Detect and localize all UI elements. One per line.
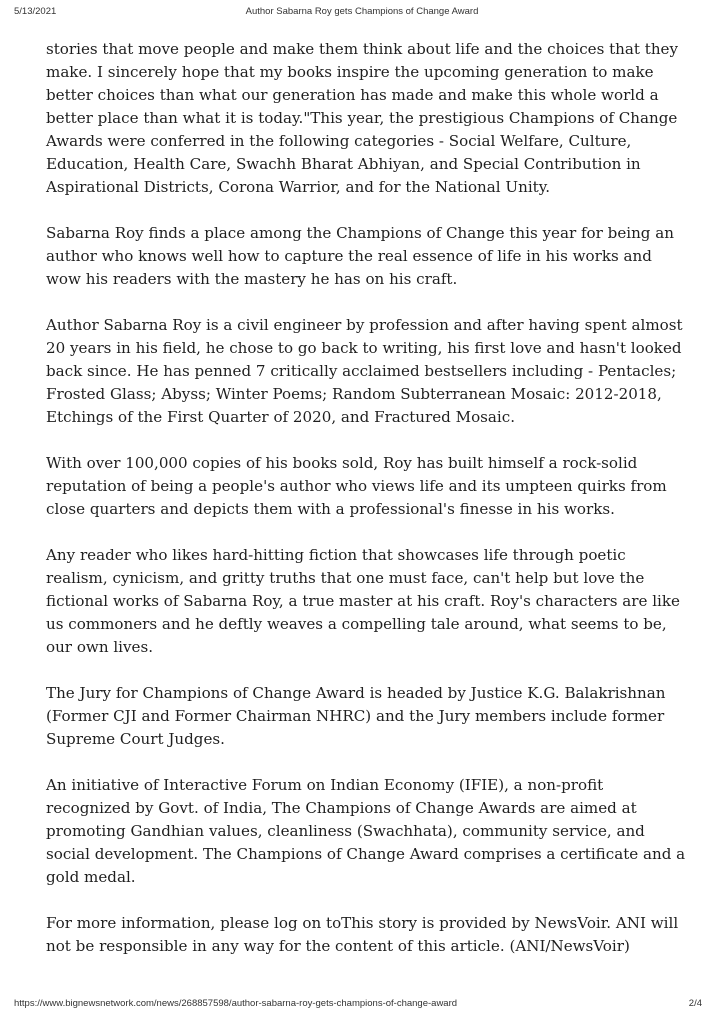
article-paragraph-2: Sabarna Roy finds a place among the Champions of Change this year for being an author who knows well how to capture the real essence of life in his works and wow his readers with the mastery he has on his craft. [46,224,674,288]
article-paragraph-6: The Jury for Champions of Change Award is headed by Justice K.G. Balakrishnan (Former CJI and Former Chairman NHRC) and the Jury members include former Supreme Court Judges. [46,684,666,748]
article-body [46,38,686,981]
page-title: Author Sabarna Roy gets Champions of Change Award [245,6,479,17]
article-paragraph-1: stories that move people and make them think about life and the choices that they make. I sincerely hope that my books inspire the upcoming generation to make better choices than what our generation has made and make this whole world a better place than what it is today."This year, the prestigious Champions of Change Awards were conferred in the following categories - Social Welfare, Culture, Education, Health Care, Swachh Bharat Abhiyan, and Special Contribution in Aspirational Districts, Corona Warrior, and for the National Unity. [46,40,679,196]
page-url: https://www.bignewsnetwork.com/news/268857598/author-sabarna-roy-gets-champions-of-change-award [14,998,458,1009]
article-paragraph-3: Author Sabarna Roy is a civil engineer by profession and after having spent almost 20 years in his field, he chose to go back to writing, his first love and hasn't looked back since. He has penned 7 critically acclaimed bestsellers including - Pentacles; Frosted Glass; Abyss; Winter Poems; Random Subterranean Mosaic: 2012-2018, Etchings of the First Quarter of 2020, and Fractured Mosaic. [46,316,683,426]
print-header [14,6,710,20]
article-paragraph-7: An initiative of Interactive Forum on Indian Economy (IFIE), a non-profit recognized by Govt. of India, The Champions of Change Awards are aimed at promoting Gandhian values, cleanliness (Swachhata), community service, and social development. The Champions of Change Award comprises a certificate and a gold medal. [46,776,686,886]
article-paragraph-8: For more information, please log on toThis story is provided by NewsVoir. ANI will not be responsible in any way for the content of this article. (ANI/NewsVoir) [46,914,679,955]
page-number: 2/4 [688,998,702,1009]
article-paragraph-4: With over 100,000 copies of his books sold, Roy has built himself a rock-solid reputation of being a people's author who views life and its umpteen quirks from close quarters and depicts them with a professional's finesse in his works. [46,454,667,518]
print-footer [14,998,710,1012]
article-paragraph-5: Any reader who likes hard-hitting fiction that showcases life through poetic realism, cynicism, and gritty truths that one must face, can't help but love the fictional works of Sabarna Roy, a true master at his craft. Roy's characters are like us commoners and he deftly weaves a compelling tale around, what seems to be, our own lives. [46,546,680,656]
print-date: 5/13/2021 [14,6,57,17]
